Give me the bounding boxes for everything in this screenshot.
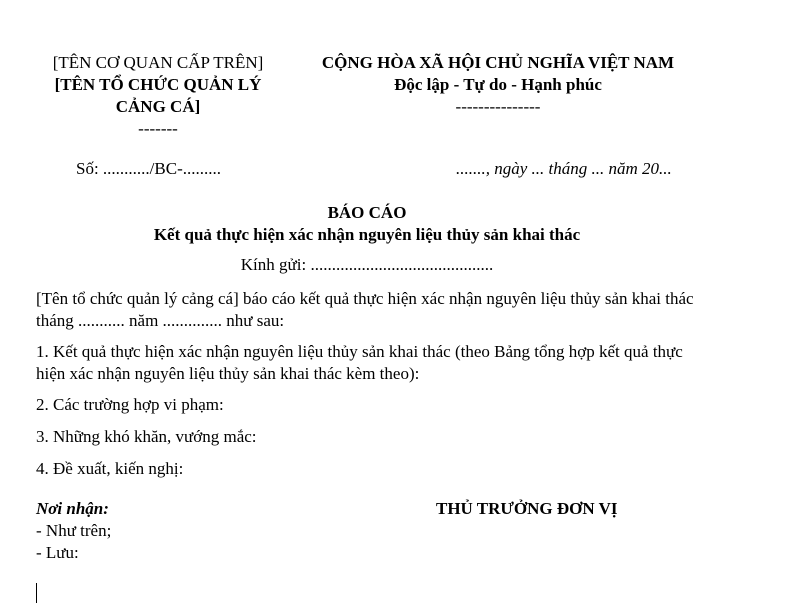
item-results: 1. Kết quả thực hiện xác nhận nguyên liệu thủy sản khai thác (theo Bảng tổng hợp kết quả thực hiện xác nhận nguyên liệu thủy sản khai thác kèm theo): <box>36 342 683 383</box>
document-subtitle: Kết quả thực hiện xác nhận nguyên liệu thủy sản khai thác <box>153 225 581 244</box>
item-proposals: 4. Đề xuất, kiến nghị: <box>36 459 184 478</box>
recipients-label: Nơi nhận: <box>36 499 109 518</box>
left-header-separator: ------- <box>138 119 178 138</box>
country-name: CỘNG HÒA XÃ HỘI CHỦ NGHĨA VIỆT NAM <box>321 53 675 72</box>
org-name-line1: [TÊN TỔ CHỨC QUẢN LÝ <box>54 75 262 94</box>
national-motto: Độc lập - Tự do - Hạnh phúc <box>394 75 602 94</box>
document-title: BÁO CÁO <box>327 203 407 222</box>
intro-paragraph: [Tên tổ chức quản lý cảng cá] báo cáo kết quả thực hiện xác nhận nguyên liệu thủy sản khai thác tháng ........... năm .............. như sau: <box>36 289 694 330</box>
signer-title: THỦ TRƯỞNG ĐƠN VỊ <box>436 499 618 518</box>
item-violations: 2. Các trường hợp vi phạm: <box>36 395 224 414</box>
org-name-line2: CẢNG CÁ] <box>115 97 201 116</box>
text-cursor[interactable] <box>36 583 37 603</box>
recipient-item: - Lưu: <box>36 543 79 562</box>
document-date: ......., ngày ... tháng ... năm 20... <box>456 159 672 178</box>
recipient-line: Kính gửi: ........................................... <box>240 255 494 274</box>
agency-name: [TÊN CƠ QUAN CẤP TRÊN] <box>52 53 264 72</box>
right-header-separator: --------------- <box>455 97 541 116</box>
recipient-item: - Như trên; <box>36 521 112 540</box>
item-difficulties: 3. Những khó khăn, vướng mắc: <box>36 427 257 446</box>
document-number: Số: .........../BC-......... <box>76 159 221 178</box>
